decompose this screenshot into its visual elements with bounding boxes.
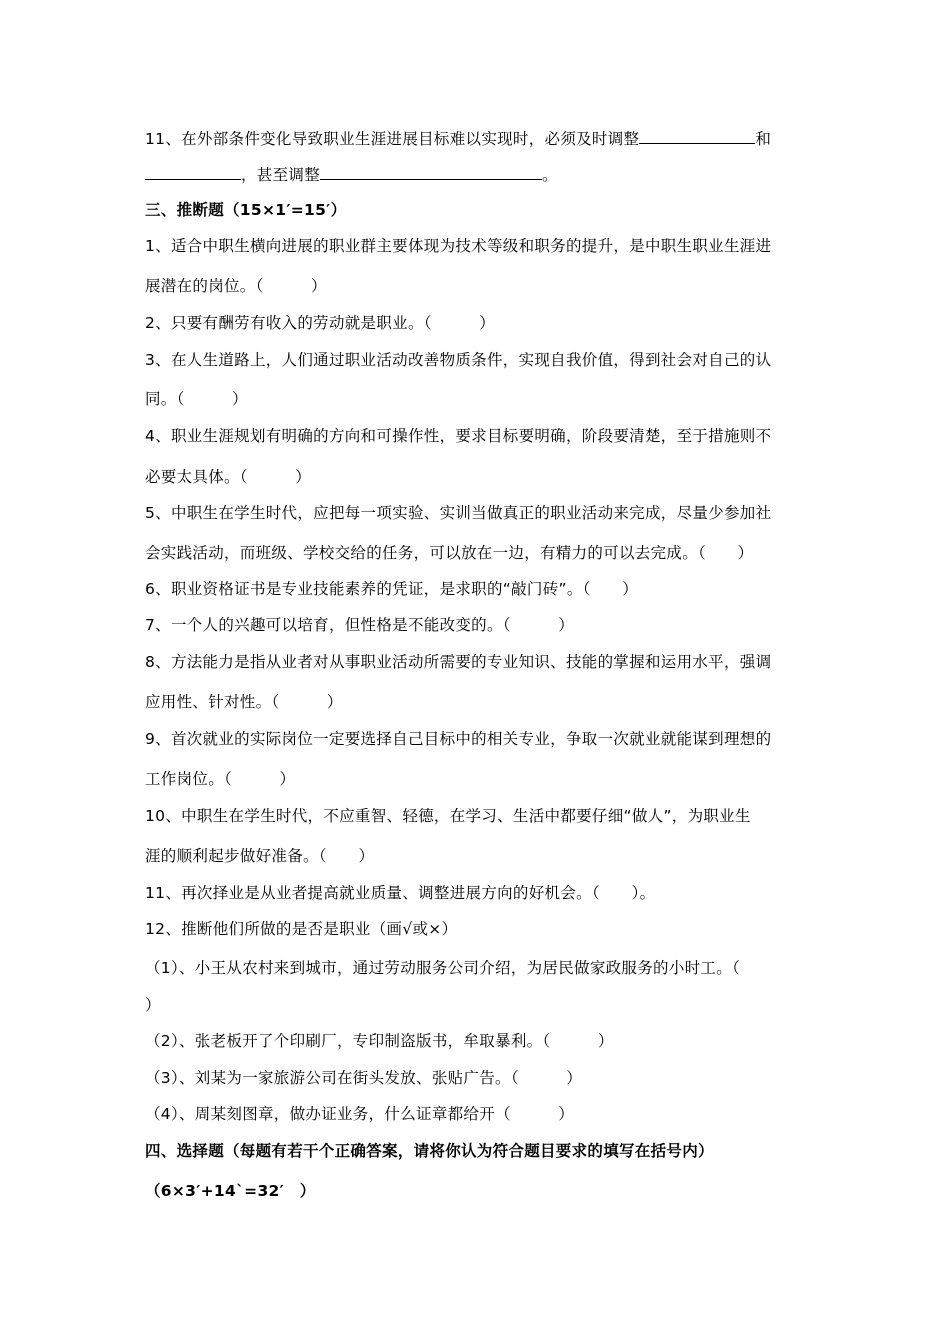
judgment-subitem-1: （1）、小王从农村来到城市，通过劳动服务公司介绍，为居民做家政服务的小时工。（ <box>145 959 741 977</box>
judgment-item-9: 9、首次就业的实际岗位一定要选择自己目标中的相关专业，争取一次就业就能谋到理想的 <box>145 730 772 748</box>
judgment-item-10-cont: 涯的顺利起步做好准备。（ ） <box>145 847 375 865</box>
judgment-item-1: 1、适合中职生横向进展的职业群主要体现为技术等级和职务的提升，是中职生职业生涯进 <box>145 237 772 255</box>
judgment-subitem-2: （2）、张老板开了个印刷厂，专印制盗版书，牟取暴利。（ ） <box>145 1032 614 1050</box>
answer-blank[interactable] <box>145 164 241 180</box>
judgment-item-7: 7、一个人的兴趣可以培育，但性格是不能改变的。（ ） <box>145 616 575 634</box>
judgment-item-2: 2、只要有酬劳有收入的劳动就是职业。（ ） <box>145 314 496 332</box>
judgment-item-8-cont: 应用性、针对性。（ ） <box>145 693 343 711</box>
judgment-item-3: 3、在人生道路上，人们通过职业活动改善物质条件，实现自我价值，得到社会对自己的认 <box>145 351 772 369</box>
section-heading-judgment: 三、推断题（15×1′=15′） <box>145 201 347 219</box>
answer-blank[interactable] <box>639 128 755 144</box>
judgment-item-3-cont: 同。（ ） <box>145 390 248 408</box>
judgment-item-5-cont: 会实践活动，而班级、学校交给的任务，可以放在一边，有精力的可以去完成。（ ） <box>145 544 754 562</box>
judgment-item-1-cont: 展潜在的岗位。（ ） <box>145 277 327 295</box>
fill-question-11-text-c: ，甚至调整 <box>241 166 321 184</box>
fill-question-11-text-a: 11、在外部条件变化导致职业生涯进展目标难以实现时，必须及时调整 <box>145 130 640 148</box>
judgment-subitem-1-cont: ） <box>145 996 161 1014</box>
judgment-item-10: 10、中职生在学生时代，不应重智、轻德，在学习、生活中都要仔细“做人”，为职业生 <box>145 807 751 825</box>
section-heading-choice: 四、选择题（每题有若干个正确答案，请将你认为符合题目要求的填写在括号内） <box>145 1142 714 1160</box>
judgment-item-4: 4、职业生涯规划有明确的方向和可操作性，要求目标要明确，阶段要清楚，至于措施则不 <box>145 427 772 445</box>
judgment-subitem-3: （3）、刘某为一家旅游公司在街头发放、张贴广告。（ ） <box>145 1069 583 1087</box>
judgment-item-5: 5、中职生在学生时代，应把每一项实验、实训当做真正的职业活动来完成，尽量少参加社 <box>145 504 772 522</box>
fill-question-11 <box>145 128 771 149</box>
judgment-item-11: 11、再次择业是从业者提高就业质量、调整进展方向的好机会。（ ）。 <box>145 884 656 902</box>
judgment-subitem-4: （4）、周某刻图章，做办证业务，什么证章都给开（ ） <box>145 1105 575 1123</box>
fill-question-11-text-b: 和 <box>755 130 772 148</box>
judgment-item-12: 12、推断他们所做的是否是职业（画√或×） <box>145 920 458 938</box>
judgment-item-8: 8、方法能力是指从业者对从事职业活动所需要的专业知识、技能的掌握和运用水平，强调 <box>145 653 772 671</box>
fill-question-11-cont <box>145 164 558 185</box>
judgment-item-6: 6、职业资格证书是专业技能素养的凭证，是求职的“敲门砖”。（ ） <box>145 580 639 598</box>
fill-question-11-text-d: 。 <box>542 166 558 184</box>
judgment-item-4-cont: 必要太具体。（ ） <box>145 468 312 486</box>
answer-blank[interactable] <box>320 164 542 180</box>
section-score-choice: （6×3′+14`=32′ ） <box>145 1182 316 1200</box>
judgment-item-9-cont: 工作岗位。（ ） <box>145 770 296 788</box>
